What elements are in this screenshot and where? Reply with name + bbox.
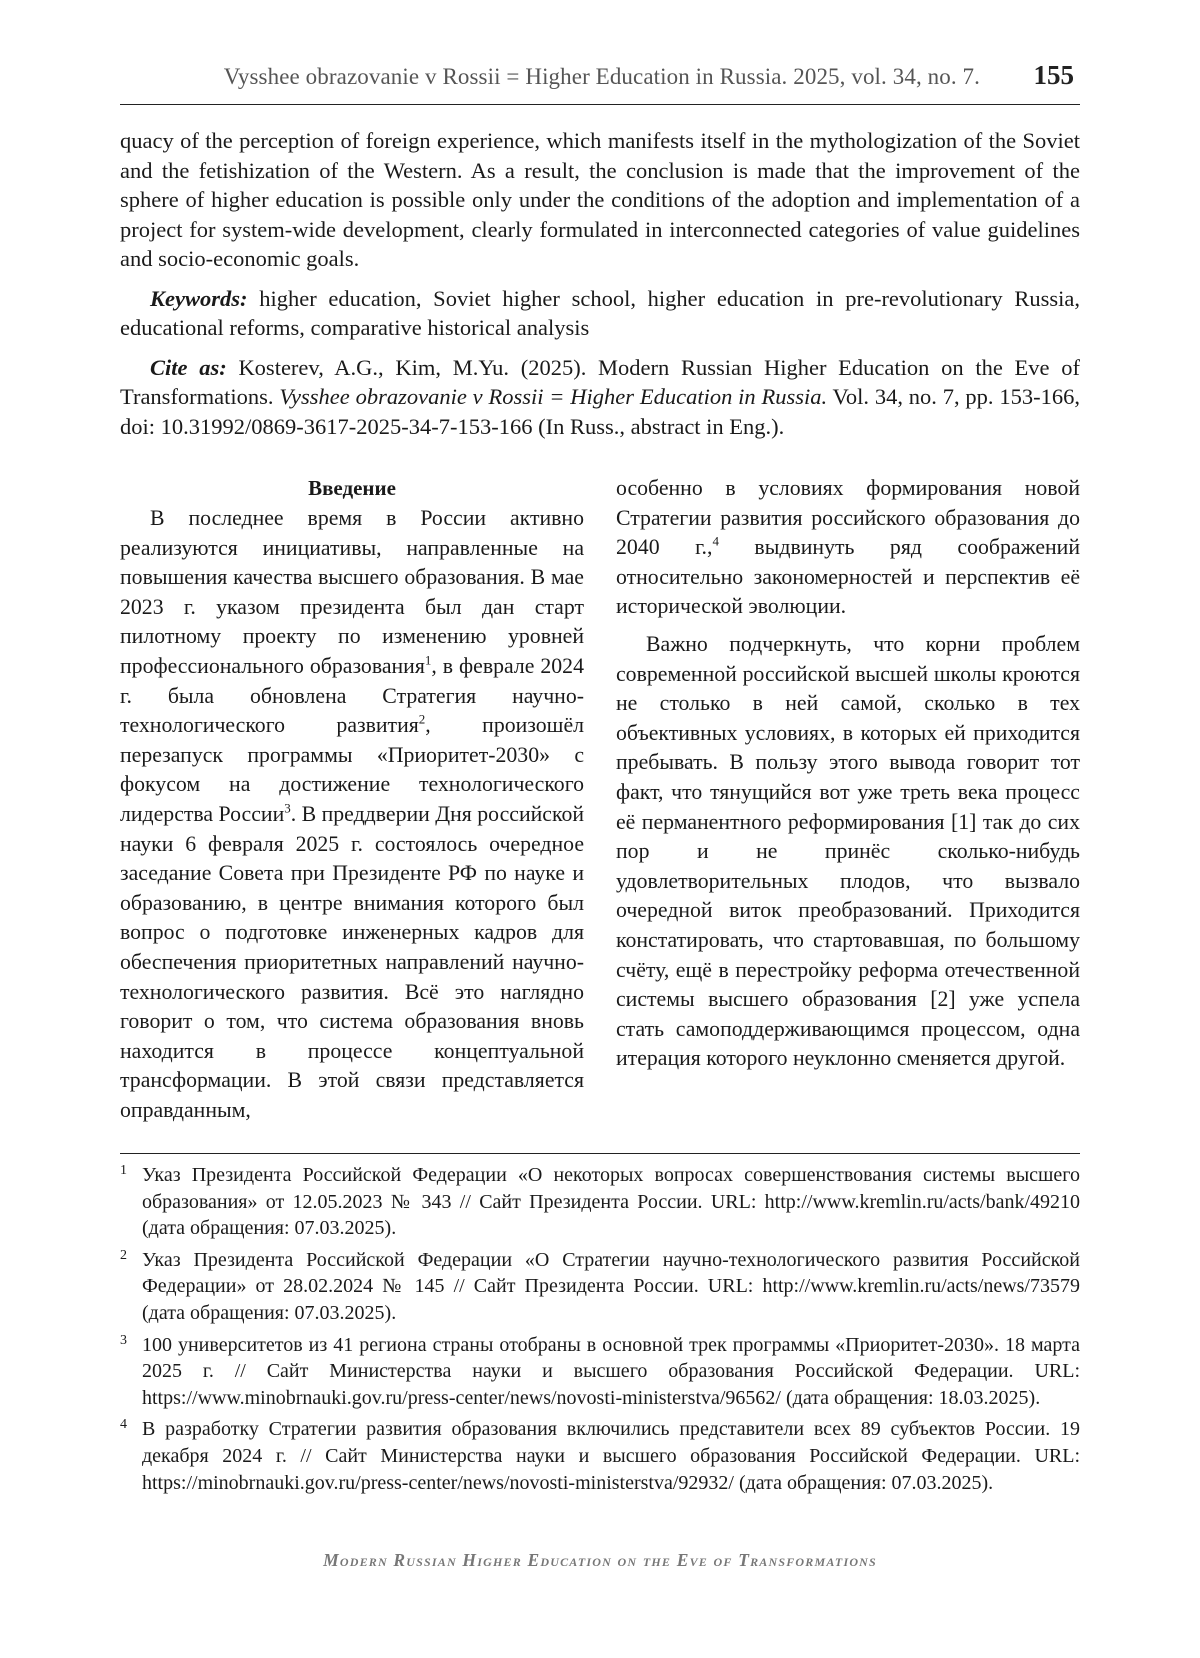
footnote-1: [120, 1162, 1080, 1242]
intro-text-f: выдвинуть ряд соображений относительно закономерностей и перспектив её исторической эволюции.: [616, 535, 1080, 619]
footnote-text: Указ Президента Российской Федерации «О некоторых вопросах совершенствования системы высшего образования» от 12.05.2023 № 343 // Сайт Президента России. URL: http://www.kremlin.ru/acts/bank/49210 (дата обращения: 07.03.2025).: [142, 1164, 1080, 1240]
intro-paragraph-2: Важно подчеркнуть, что корни проблем современной российской высшей школы кроются не столько в ней самой, сколько в тех объективных условиях, в которых ей приходится пребывать. В пользу этого вывода говорит тот факт, что тянущийся вот уже треть века процесс её перманентного реформирования [1] так до сих пор и не принёс сколько-нибудь удовлетворительных плодов, что вызвало очередной виток преобразований. Приходится констатировать, что стартовавшая, по большому счёту, ещё в перестройку реформа отечественной системы высшего образования [2] уже успела стать самоподдерживающимся процессом, одна итерация которого неуклонно сменяется другой.: [616, 631, 1080, 1071]
cite-as-paragraph: [120, 353, 1080, 442]
intro-text-d: . В преддверии Дня российской науки 6 февраля 2025 г. состоялось очередное заседание Совета при Президенте РФ по науке и образованию, в центре внимания которого был вопрос о подготовке инженерных кадров для обеспечения приоритетных направлений научно-технологического развития. Всё это наглядно говорит о том, что система образования вновь находится в процессе концептуальной трансформации. В этой связи представляется оправданным,: [120, 801, 585, 1122]
intro-text-e: особенно в условиях формирования новой Стратегии развития российского образования до 2040 г.,: [616, 476, 1080, 560]
footnote-number: 1: [120, 1163, 127, 1178]
footnote-text: Указ Президента Российской Федерации «О Стратегии научно-технологического развития Российской Федерации» от 28.02.2024 № 145 // Сайт Президента России. URL: http://www.kremlin.ru/acts/news/73579 (дата обращения: 07.03.2025).: [142, 1248, 1080, 1324]
intro-paragraph-1: [120, 504, 584, 1125]
cite-as-journal-title: Vysshee obrazovanie v Rossii = Higher Education in Russia.: [279, 384, 828, 409]
footnote-ref-4[interactable]: 4: [712, 533, 719, 549]
journal-citation-line: Vysshee obrazovanie v Rossii = Higher Education in Russia. 2025, vol. 34, no. 7.: [223, 64, 980, 89]
footnote-ref-3[interactable]: 3: [284, 800, 291, 816]
footnote-ref-2[interactable]: 2: [418, 711, 426, 727]
footnote-2: [120, 1247, 1080, 1327]
cite-as-label: Cite as:: [150, 354, 227, 380]
footnote-3: [120, 1332, 1080, 1412]
intro-text-c: , произошёл перезапуск программы «Приоритет-2030» с фокусом на достижение технологического лидерства России: [120, 713, 584, 826]
keywords-label: Keywords:: [150, 285, 248, 311]
section-title: Введение: [308, 476, 396, 500]
two-column-body: [120, 474, 1080, 1134]
keywords-paragraph: [120, 284, 1080, 343]
abstract-continuation: quacy of the perception of foreign experience, which manifests itself in the mythologization of the Soviet and the fetishization of the Western. As a result, the conclusion is made that the improvement of the sphere of higher education is possible only under the conditions of the adoption and implementation of a project for system-wide development, clearly formulated in interconnected categories of value guidelines and socio-economic goals.: [120, 128, 1080, 271]
running-footer-title: Modern Russian Higher Education on the Eve of Transformations: [323, 1550, 877, 1570]
footnote-ref-1[interactable]: 1: [424, 652, 432, 668]
journal-page: [120, 0, 1080, 1658]
cite-as-text-part1: Kosterev, A.G., Kim, M.Yu. (2025). Modern Russian Higher Education on the Eve of Transformations.: [120, 354, 1080, 409]
running-header: [120, 60, 1080, 105]
footnote-number: 4: [120, 1417, 127, 1433]
footnote-4: [120, 1416, 1080, 1496]
right-column: [616, 474, 1080, 1074]
intro-paragraph-1-continued: [616, 474, 1080, 622]
footnote-divider: [120, 1153, 1080, 1154]
abstract-block: [120, 126, 1080, 441]
footnotes-block: [120, 1162, 1080, 1501]
footnote-number: 3: [120, 1332, 127, 1348]
footnote-number: 2: [120, 1247, 127, 1263]
page-number: 155: [1033, 60, 1074, 90]
keywords-text: higher education, Soviet higher school, higher education in pre-revolutionary Russia, educational reforms, comparative historical analysis: [120, 285, 1080, 340]
footnote-text: 100 университетов из 41 региона страны отобраны в основной трек программы «Приоритет-2030». 18 марта 2025 г. // Сайт Министерства науки и высшего образования Российской Федерации. URL: https://www.minobrnauki.gov.ru/press-center/news/novosti-ministerstva/96562/ (дата обращения: 18.03.2025).: [142, 1333, 1080, 1409]
cite-as-text-part2: Vol. 34, no. 7, pp. 153-166, doi: 10.31992/0869-3617-2025-34-7-153-166 (In Russ., abstract in Eng.).: [120, 384, 1080, 439]
intro-text-a: В последнее время в России активно реализуются инициативы, направленные на повышения качества высшего образования. В мае 2023 г. указом президента был дан старт пилотному проекту по изменению уровней профессионального образования: [120, 506, 584, 678]
footnote-text: В разработку Стратегии развития образования включились представители всех 89 субъектов России. 19 декабря 2024 г. // Сайт Министерства науки и высшего образования Российской Федерации. URL: https://minobrnauki.gov.ru/press-center/news/novosti-ministerstva/92932/ (дата обращения: 07.03.2025).: [142, 1418, 1080, 1494]
intro-text-b: , в феврале 2024 г. была обновлена Стратегия научно-технологического развития: [120, 653, 584, 738]
left-column: [120, 474, 584, 1125]
